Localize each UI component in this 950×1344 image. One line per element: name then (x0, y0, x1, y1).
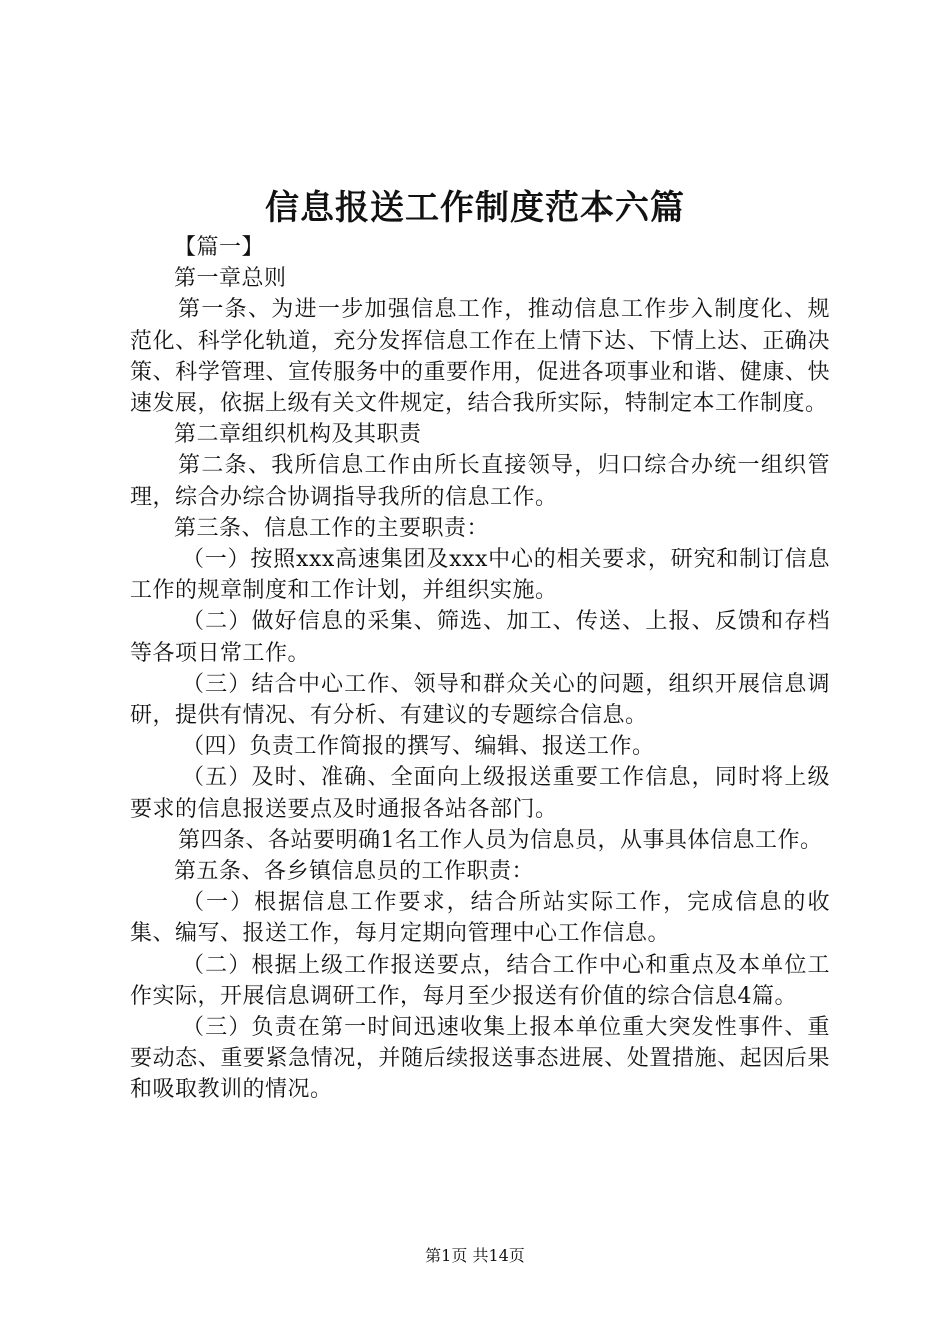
list-item: （二）做好信息的采集、筛选、加工、传送、上报、反馈和存档等各项日常工作。 (130, 609, 830, 666)
list-item: （四）负责工作简报的撰写、编辑、报送工作。 (182, 734, 655, 760)
list-item: （五）及时、准确、全面向上级报送重要工作信息，同时将上级要求的信息报送要点及时通报各站各部门。 (130, 765, 830, 822)
chapter-heading-1: 第一章总则 (174, 266, 287, 292)
list-item: （一）按照xxx高速集团及xxx中心的相关要求，研究和制订信息工作的规章制度和工作计划，并组织实施。 (130, 547, 830, 604)
list-item: （二）根据上级工作报送要点，结合工作中心和重点及本单位工作实际，开展信息调研工作，每月至少报送有价值的综合信息4篇。 (130, 952, 830, 1009)
article-paragraph: 第三条、信息工作的主要职责： (174, 515, 490, 541)
section-label: 【篇一】 (174, 235, 265, 260)
list-item: （三）结合中心工作、领导和群众关心的问题，组织开展信息调研，提供有情况、有分析、有建议的专题综合信息。 (130, 671, 830, 729)
document-body (130, 232, 830, 1106)
document-title: 信息报送工作制度范本六篇 (265, 188, 685, 228)
chapter-heading-2: 第二章组织机构及其职责 (174, 422, 422, 448)
list-item: （一）根据信息工作要求，结合所站实际工作，完成信息的收集、编写、报送工作，每月定期向管理中心工作信息。 (130, 890, 830, 947)
article-paragraph: 第一条、为进一步加强信息工作，推动信息工作步入制度化、规范化、科学化轨道，充分发挥信息工作在上情下达、下情上达、正确决策、科学管理、宣传服务中的重要作用，促进各项事业和谐、健康、快速发展，依据上级有关文件规定，结合我所实际，特制定本工作制度。 (130, 297, 830, 417)
article-paragraph: 第四条、各站要明确1名工作人员为信息员，从事具体信息工作。 (178, 827, 823, 853)
page-footer: 第1页 共14页 (425, 1246, 525, 1265)
article-paragraph: 第二条、我所信息工作由所长直接领导，归口综合办统一组织管理，综合办综合协调指导我所的信息工作。 (130, 453, 830, 510)
list-item: （三）负责在第一时间迅速收集上报本单位重大突发性事件、重要动态、重要紧急情况，并随后续报送事态进展、处置措施、起因后果和吸取教训的情况。 (130, 1015, 830, 1103)
article-paragraph: 第五条、各乡镇信息员的工作职责： (174, 859, 535, 885)
